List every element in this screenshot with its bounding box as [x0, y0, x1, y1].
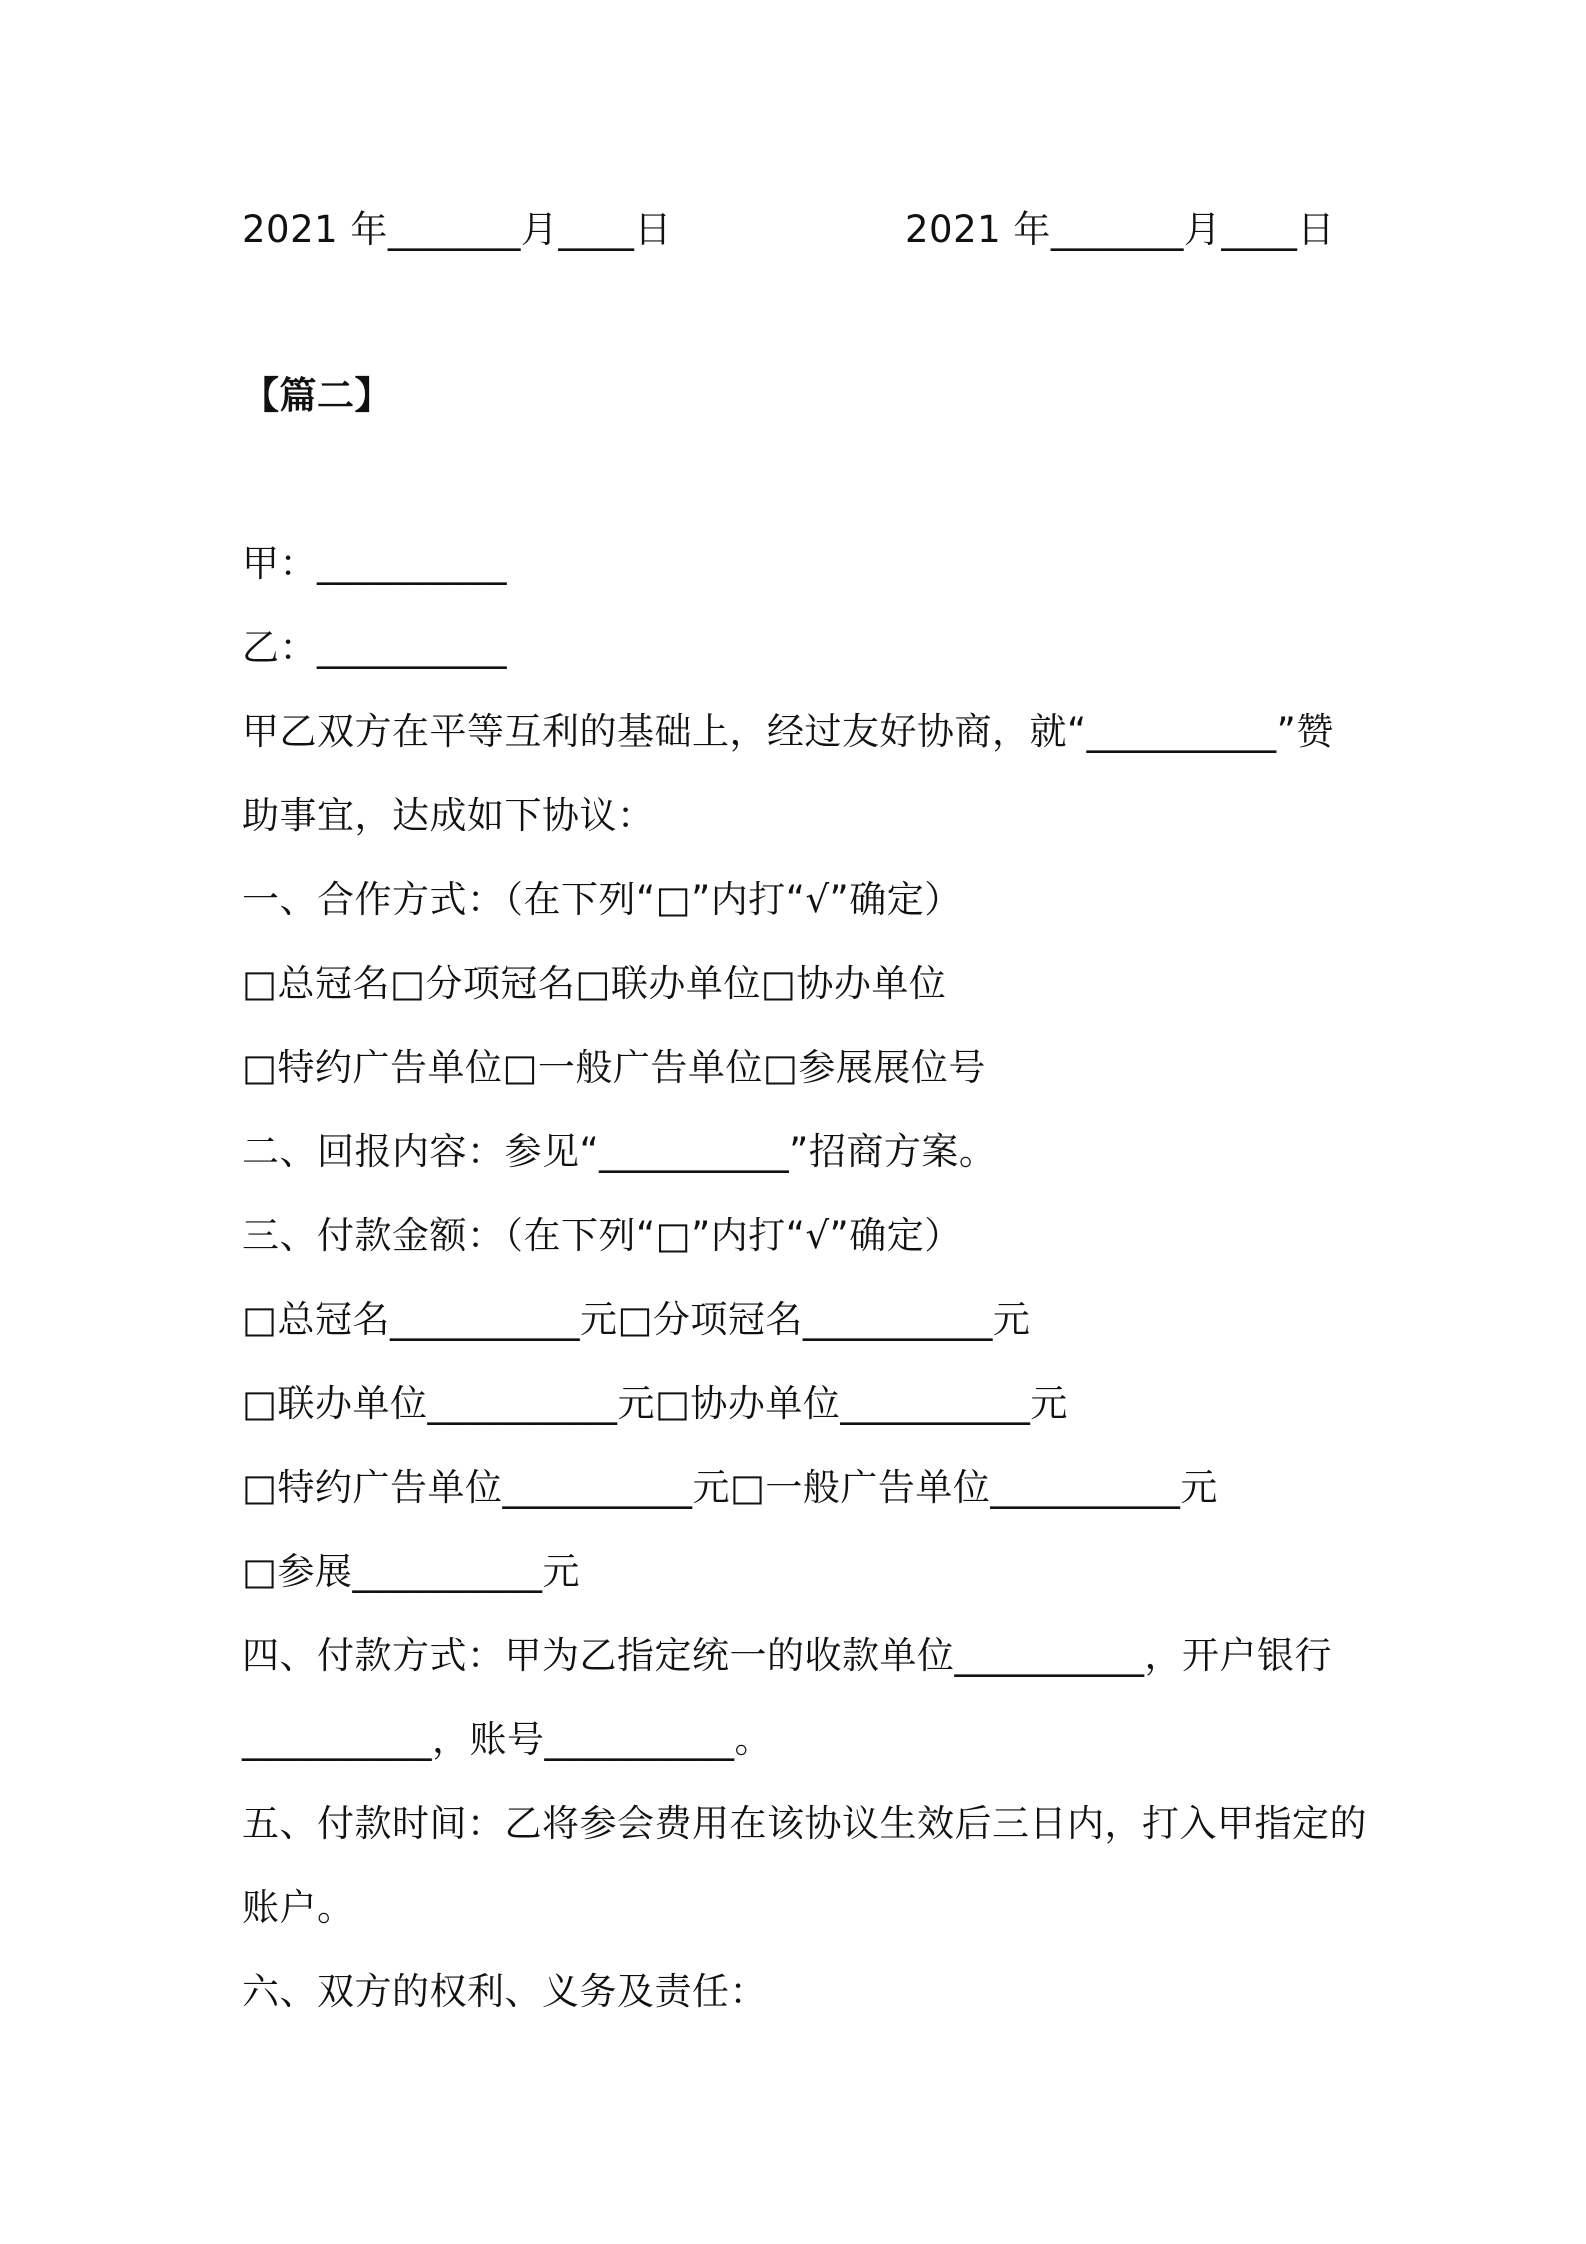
clause-1-options-2: □特约广告单位□一般广告单位□参展展位号	[242, 1046, 986, 1089]
party-a-line: 甲：__________	[242, 542, 507, 585]
intro-line-1: 甲乙双方在平等互利的基础上，经过友好协商，就“__________”赞	[242, 710, 1334, 753]
clause-3-line-3: □特约广告单位__________元□一般广告单位__________元	[242, 1466, 1218, 1509]
date-right: 2021 年_______月____日	[905, 208, 1335, 251]
intro-line-2: 助事宜，达成如下协议：	[242, 794, 655, 837]
party-b-line: 乙：__________	[242, 626, 507, 669]
clause-4-line-2: __________，账号__________。	[242, 1718, 772, 1761]
clause-4-line-1: 四、付款方式：甲为乙指定统一的收款单位__________，开户银行	[242, 1634, 1332, 1677]
clause-5-line-2: 账户。	[242, 1886, 355, 1929]
clause-5-line-1: 五、付款时间：乙将参会费用在该协议生效后三日内，打入甲指定的	[242, 1802, 1367, 1845]
clause-3-line-4: □参展__________元	[242, 1550, 580, 1593]
clause-3-heading: 三、付款金额：（在下列“□”内打“√”确定）	[242, 1214, 962, 1257]
clause-3-line-1: □总冠名__________元□分项冠名__________元	[242, 1298, 1031, 1341]
clause-3-line-2: □联办单位__________元□协办单位__________元	[242, 1382, 1068, 1425]
clause-6-heading: 六、双方的权利、义务及责任：	[242, 1970, 767, 2013]
clause-1-heading: 一、合作方式：（在下列“□”内打“√”确定）	[242, 878, 962, 921]
clause-1-options-1: □总冠名□分项冠名□联办单位□协办单位	[242, 962, 947, 1005]
section-title: 【篇二】	[242, 374, 392, 417]
date-left: 2021 年_______月____日	[242, 208, 672, 251]
clause-2: 二、回报内容：参见“__________”招商方案。	[242, 1130, 997, 1173]
